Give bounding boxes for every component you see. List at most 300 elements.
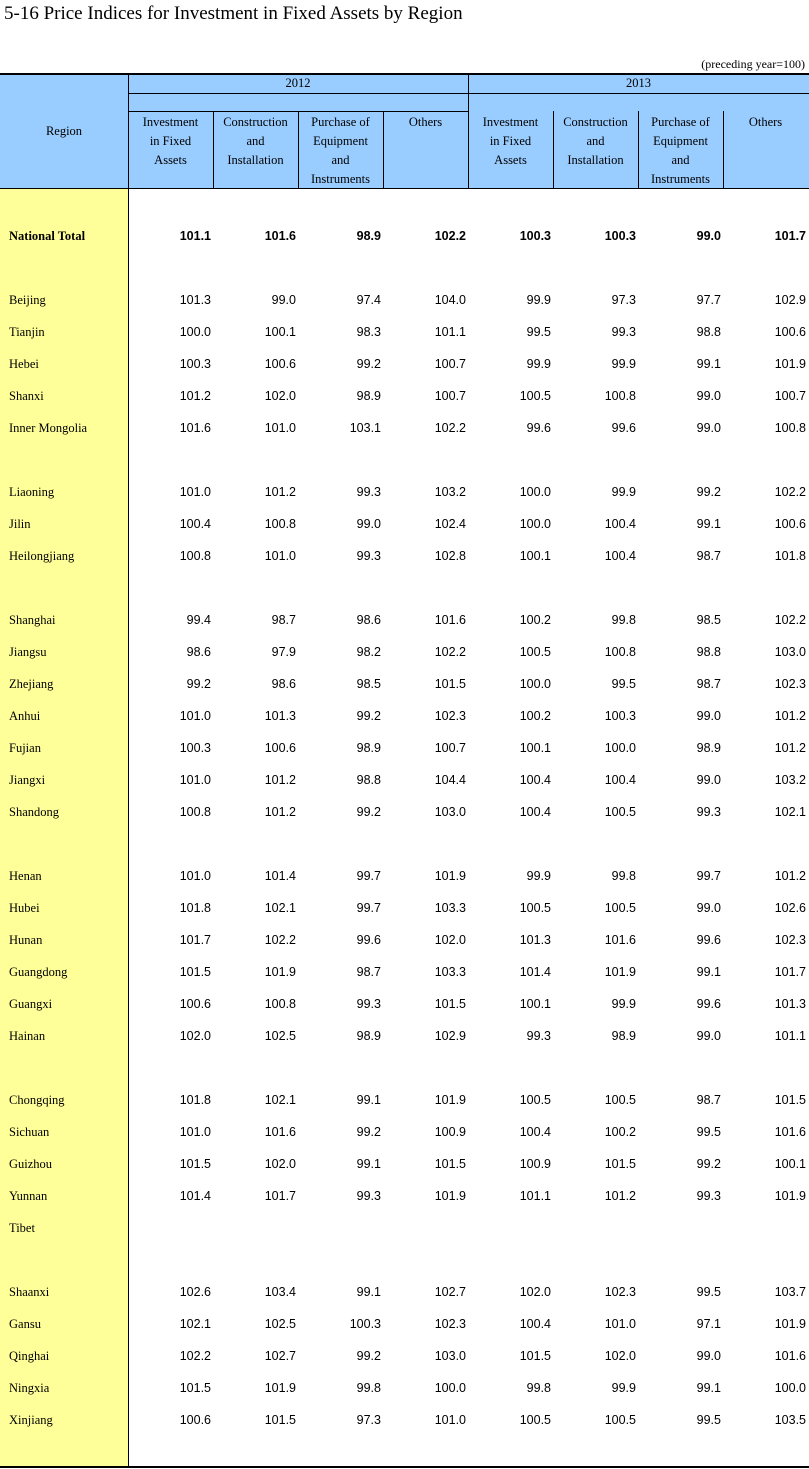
table-cell: 99.6 bbox=[611, 421, 636, 435]
region-name: Liaoning bbox=[9, 485, 55, 499]
table-cell: 99.5 bbox=[526, 325, 551, 339]
table-cell: 100.4 bbox=[519, 773, 551, 787]
table-cell: 101.4 bbox=[179, 1189, 211, 1203]
column-header bbox=[468, 113, 553, 170]
table-cell: 99.2 bbox=[696, 1157, 721, 1171]
table-cell: 100.1 bbox=[519, 997, 551, 1011]
table-cell: 100.1 bbox=[774, 1157, 806, 1171]
table-cell: 101.5 bbox=[604, 1157, 636, 1171]
table-row bbox=[0, 384, 809, 408]
table-cell: 100.6 bbox=[774, 325, 806, 339]
table-cell: 101.3 bbox=[519, 933, 551, 947]
table-cell: 102.3 bbox=[774, 677, 806, 691]
table-cell: 99.9 bbox=[611, 997, 636, 1011]
table-cell: 99.2 bbox=[356, 1349, 381, 1363]
table-cell: 98.9 bbox=[356, 229, 381, 243]
table-row bbox=[0, 1024, 809, 1048]
column-header-line: Installation bbox=[227, 153, 284, 167]
column-header-line: in Fixed bbox=[489, 134, 532, 148]
table-cell: 100.3 bbox=[604, 709, 636, 723]
column-header bbox=[213, 113, 298, 170]
table-cell: 103.0 bbox=[774, 645, 806, 659]
table-cell: 101.9 bbox=[264, 1381, 296, 1395]
region-name: Inner Mongolia bbox=[9, 421, 88, 435]
table-cell: 99.1 bbox=[696, 517, 721, 531]
table-cell: 102.7 bbox=[264, 1349, 296, 1363]
table-cell: 102.1 bbox=[264, 901, 296, 915]
table-cell: 99.9 bbox=[611, 1381, 636, 1395]
table-cell: 100.0 bbox=[604, 741, 636, 755]
table-cell: 99.0 bbox=[696, 773, 721, 787]
table-cell: 104.0 bbox=[434, 293, 466, 307]
column-header bbox=[638, 113, 723, 189]
region-name: Hunan bbox=[9, 933, 43, 947]
table-cell: 101.0 bbox=[264, 421, 296, 435]
table-cell: 100.3 bbox=[519, 229, 551, 243]
table-row bbox=[0, 928, 809, 952]
table-cell: 101.8 bbox=[774, 549, 806, 563]
table-cell: 101.1 bbox=[179, 229, 211, 243]
table-cell: 101.6 bbox=[604, 933, 636, 947]
table-cell: 99.9 bbox=[611, 485, 636, 499]
table-cell: 100.4 bbox=[604, 549, 636, 563]
table-cell: 99.1 bbox=[356, 1157, 381, 1171]
table-cell: 101.0 bbox=[179, 773, 211, 787]
table-cell bbox=[131, 1216, 211, 1240]
table-row bbox=[0, 1216, 809, 1240]
table-cell: 98.7 bbox=[696, 549, 721, 563]
region-name: Beijing bbox=[9, 293, 46, 307]
region-name: Hainan bbox=[9, 1029, 46, 1043]
table-cell: 98.9 bbox=[696, 741, 721, 755]
table-cell: 102.2 bbox=[434, 421, 466, 435]
table-cell: 101.7 bbox=[179, 933, 211, 947]
table-cell: 99.6 bbox=[696, 933, 721, 947]
table-cell: 103.4 bbox=[264, 1285, 296, 1299]
table-cell: 100.5 bbox=[519, 1093, 551, 1107]
table-cell: 102.5 bbox=[264, 1029, 296, 1043]
region-name: Shanghai bbox=[9, 613, 56, 627]
year-header-2012: 2012 bbox=[285, 76, 311, 90]
table-row bbox=[0, 608, 809, 632]
table-cell: 97.3 bbox=[356, 1413, 381, 1427]
table-cell: 102.3 bbox=[604, 1285, 636, 1299]
table-cell: 101.2 bbox=[264, 773, 296, 787]
table-cell: 104.4 bbox=[434, 773, 466, 787]
table-cell: 100.4 bbox=[519, 805, 551, 819]
table-cell: 103.0 bbox=[434, 1349, 466, 1363]
table-cell: 102.0 bbox=[179, 1029, 211, 1043]
table-cell: 100.7 bbox=[434, 357, 466, 371]
region-name: Guangxi bbox=[9, 997, 53, 1011]
table-cell: 102.2 bbox=[434, 645, 466, 659]
table-cell: 102.6 bbox=[774, 901, 806, 915]
table-row bbox=[0, 672, 809, 696]
table-cell: 100.6 bbox=[179, 997, 211, 1011]
table-cell: 100.4 bbox=[179, 517, 211, 531]
table-cell: 100.2 bbox=[519, 613, 551, 627]
table-cell: 100.5 bbox=[519, 645, 551, 659]
table-cell: 100.2 bbox=[604, 1125, 636, 1139]
table-cell: 103.0 bbox=[434, 805, 466, 819]
column-header-line: Instruments bbox=[650, 172, 711, 186]
table-cell bbox=[216, 1216, 296, 1240]
column-header bbox=[128, 113, 213, 170]
column-header-line: Construction bbox=[223, 115, 288, 129]
table-cell: 99.9 bbox=[611, 357, 636, 371]
table-cell: 101.4 bbox=[519, 965, 551, 979]
region-name: Hebei bbox=[9, 357, 39, 371]
table-row bbox=[0, 736, 809, 760]
table-cell: 100.2 bbox=[519, 709, 551, 723]
table-cell: 99.1 bbox=[696, 965, 721, 979]
table-cell: 101.9 bbox=[774, 1189, 806, 1203]
table-row bbox=[0, 896, 809, 920]
table-cell: 98.7 bbox=[271, 613, 296, 627]
table-cell: 101.7 bbox=[774, 965, 806, 979]
table-cell: 100.5 bbox=[519, 389, 551, 403]
table-cell bbox=[386, 1216, 466, 1240]
column-header-line: and bbox=[586, 134, 605, 148]
region-name: Gansu bbox=[9, 1317, 41, 1331]
table-cell bbox=[471, 1216, 551, 1240]
table-cell: 101.8 bbox=[179, 901, 211, 915]
table-cell: 100.3 bbox=[349, 1317, 381, 1331]
table-cell: 99.5 bbox=[611, 677, 636, 691]
table-row bbox=[0, 1120, 809, 1144]
table-cell: 101.6 bbox=[179, 421, 211, 435]
table-cell: 99.2 bbox=[356, 805, 381, 819]
table-cell: 103.2 bbox=[774, 773, 806, 787]
table-cell: 101.2 bbox=[774, 709, 806, 723]
table-row bbox=[0, 224, 809, 248]
table-cell: 101.9 bbox=[434, 1093, 466, 1107]
region-column-background bbox=[0, 189, 128, 1467]
table-cell: 100.1 bbox=[264, 325, 296, 339]
table-cell: 102.6 bbox=[179, 1285, 211, 1299]
table-cell: 101.2 bbox=[604, 1189, 636, 1203]
table-cell: 102.2 bbox=[774, 485, 806, 499]
table-cell: 99.3 bbox=[526, 1029, 551, 1043]
table-cell: 98.2 bbox=[356, 645, 381, 659]
table-cell: 99.5 bbox=[696, 1125, 721, 1139]
table-cell: 102.3 bbox=[434, 1317, 466, 1331]
table-cell: 99.2 bbox=[356, 357, 381, 371]
table-cell: 98.6 bbox=[271, 677, 296, 691]
table-cell: 98.5 bbox=[356, 677, 381, 691]
table-cell: 100.7 bbox=[774, 389, 806, 403]
column-header-line: Construction bbox=[563, 115, 628, 129]
table-cell: 101.5 bbox=[434, 1157, 466, 1171]
region-name: Qinghai bbox=[9, 1349, 50, 1363]
table-cell: 101.7 bbox=[264, 1189, 296, 1203]
table-cell: 101.6 bbox=[434, 613, 466, 627]
region-name: Jiangsu bbox=[9, 645, 47, 659]
table-cell: 99.2 bbox=[356, 709, 381, 723]
table-row bbox=[0, 1376, 809, 1400]
column-header-line: Purchase of bbox=[311, 115, 370, 129]
table-cell: 99.7 bbox=[356, 901, 381, 915]
table-cell: 97.3 bbox=[611, 293, 636, 307]
column-header-line: Instruments bbox=[310, 172, 371, 186]
table-cell: 100.4 bbox=[519, 1317, 551, 1331]
table-cell: 102.4 bbox=[434, 517, 466, 531]
table-row bbox=[0, 1088, 809, 1112]
table-cell: 99.2 bbox=[186, 677, 211, 691]
table-cell: 98.7 bbox=[356, 965, 381, 979]
table-cell: 101.9 bbox=[264, 965, 296, 979]
table-cell: 100.4 bbox=[519, 1125, 551, 1139]
column-header-line: and bbox=[331, 153, 350, 167]
table-cell: 100.9 bbox=[519, 1157, 551, 1171]
table-cell: 100.3 bbox=[179, 741, 211, 755]
table-cell: 101.5 bbox=[179, 965, 211, 979]
table-cell: 99.0 bbox=[696, 389, 721, 403]
table-cell: 103.3 bbox=[434, 901, 466, 915]
table-cell: 101.9 bbox=[604, 965, 636, 979]
column-header-line: Investment bbox=[482, 115, 539, 129]
table-cell: 100.6 bbox=[774, 517, 806, 531]
table-cell: 101.9 bbox=[434, 869, 466, 883]
region-name: Guizhou bbox=[9, 1157, 53, 1171]
table-cell: 99.0 bbox=[696, 709, 721, 723]
table-cell: 99.6 bbox=[356, 933, 381, 947]
table-cell: 102.2 bbox=[434, 229, 466, 243]
table-cell: 100.6 bbox=[179, 1413, 211, 1427]
table-cell: 101.5 bbox=[434, 997, 466, 1011]
column-header bbox=[383, 113, 468, 132]
table-cell: 100.3 bbox=[604, 229, 636, 243]
table-row bbox=[0, 992, 809, 1016]
table-row bbox=[0, 1184, 809, 1208]
table-row bbox=[0, 544, 809, 568]
table-cell: 102.2 bbox=[264, 933, 296, 947]
table-cell: 102.0 bbox=[434, 933, 466, 947]
table-cell: 97.4 bbox=[356, 293, 381, 307]
table-cell: 101.5 bbox=[774, 1093, 806, 1107]
table-cell: 99.0 bbox=[271, 293, 296, 307]
table-cell: 103.3 bbox=[434, 965, 466, 979]
region-name: Henan bbox=[9, 869, 42, 883]
table-cell: 99.8 bbox=[356, 1381, 381, 1395]
column-header-line: and bbox=[246, 134, 265, 148]
table-cell: 101.2 bbox=[774, 869, 806, 883]
table-cell: 101.7 bbox=[774, 229, 806, 243]
region-name: Yunnan bbox=[9, 1189, 48, 1203]
table-cell: 102.7 bbox=[434, 1285, 466, 1299]
table-row bbox=[0, 1152, 809, 1176]
table-cell: 102.3 bbox=[434, 709, 466, 723]
table-cell: 98.9 bbox=[356, 1029, 381, 1043]
table-cell: 99.9 bbox=[526, 293, 551, 307]
table-cell: 102.9 bbox=[434, 1029, 466, 1043]
table-cell: 99.3 bbox=[356, 549, 381, 563]
table-cell: 99.3 bbox=[611, 325, 636, 339]
table-cell: 100.5 bbox=[604, 901, 636, 915]
table-cell: 102.8 bbox=[434, 549, 466, 563]
column-header-line: Purchase of bbox=[651, 115, 710, 129]
table-cell: 99.2 bbox=[356, 1125, 381, 1139]
table-cell: 103.7 bbox=[774, 1285, 806, 1299]
table-cell: 99.8 bbox=[611, 869, 636, 883]
table-bottom-border bbox=[0, 1466, 809, 1468]
table-row bbox=[0, 768, 809, 792]
table-cell: 101.9 bbox=[774, 357, 806, 371]
table-cell: 102.1 bbox=[774, 805, 806, 819]
table-cell: 100.8 bbox=[604, 389, 636, 403]
table-cell: 99.5 bbox=[696, 1413, 721, 1427]
table-cell: 99.1 bbox=[356, 1093, 381, 1107]
table-cell: 101.6 bbox=[264, 229, 296, 243]
table-cell: 101.8 bbox=[179, 1093, 211, 1107]
table-cell: 99.0 bbox=[356, 517, 381, 531]
table-cell: 98.8 bbox=[356, 773, 381, 787]
table-row bbox=[0, 1408, 809, 1432]
year-underline-2013 bbox=[468, 93, 809, 94]
region-name: Chongqing bbox=[9, 1093, 65, 1107]
table-cell: 99.0 bbox=[696, 421, 721, 435]
table-cell: 98.8 bbox=[696, 645, 721, 659]
column-header-line: Others bbox=[748, 115, 783, 129]
table-cell: 100.0 bbox=[519, 677, 551, 691]
table-cell: 100.7 bbox=[434, 389, 466, 403]
region-name: Jilin bbox=[9, 517, 31, 531]
table-cell: 99.0 bbox=[696, 901, 721, 915]
table-cell: 101.0 bbox=[264, 549, 296, 563]
table-cell: 100.8 bbox=[604, 645, 636, 659]
table-row bbox=[0, 864, 809, 888]
table-cell: 99.0 bbox=[696, 1029, 721, 1043]
region-name: Zhejiang bbox=[9, 677, 54, 691]
table-cell: 102.1 bbox=[264, 1093, 296, 1107]
table-cell: 101.3 bbox=[774, 997, 806, 1011]
table-cell: 101.2 bbox=[264, 485, 296, 499]
region-name: Shaanxi bbox=[9, 1285, 50, 1299]
region-name: Anhui bbox=[9, 709, 41, 723]
table-cell: 101.5 bbox=[519, 1349, 551, 1363]
column-header-line: and bbox=[671, 153, 690, 167]
table-cell: 100.9 bbox=[434, 1125, 466, 1139]
table-cell: 100.4 bbox=[604, 773, 636, 787]
table-cell: 98.9 bbox=[356, 389, 381, 403]
table-cell: 101.1 bbox=[774, 1029, 806, 1043]
table-title: 5-16 Price Indices for Investment in Fixed Assets by Region bbox=[4, 3, 463, 24]
table-cell: 101.9 bbox=[774, 1317, 806, 1331]
region-name: National Total bbox=[9, 229, 86, 243]
year-header-2013: 2013 bbox=[626, 76, 651, 90]
table-cell: 102.3 bbox=[774, 933, 806, 947]
table-cell: 101.2 bbox=[179, 389, 211, 403]
table-cell: 101.5 bbox=[434, 677, 466, 691]
year-underline-2012 bbox=[128, 93, 468, 94]
table-cell: 100.5 bbox=[519, 1413, 551, 1427]
column-header-line: Assets bbox=[494, 153, 527, 167]
table-cell: 99.8 bbox=[526, 1381, 551, 1395]
table-cell: 102.0 bbox=[519, 1285, 551, 1299]
table-cell: 101.3 bbox=[179, 293, 211, 307]
table-cell: 101.0 bbox=[179, 1125, 211, 1139]
table-cell: 101.0 bbox=[179, 869, 211, 883]
table-row bbox=[0, 480, 809, 504]
table-cell: 101.5 bbox=[179, 1381, 211, 1395]
table-cell: 99.0 bbox=[696, 1349, 721, 1363]
table-cell: 98.3 bbox=[356, 325, 381, 339]
table-cell: 97.9 bbox=[271, 645, 296, 659]
table-row bbox=[0, 1312, 809, 1336]
region-name: Xinjiang bbox=[9, 1413, 53, 1427]
column-header-line: Equipment bbox=[313, 134, 368, 148]
column-header-line: Others bbox=[408, 115, 443, 129]
table-cell: 100.0 bbox=[774, 1381, 806, 1395]
table-cell: 99.5 bbox=[696, 1285, 721, 1299]
table-cell: 99.2 bbox=[696, 485, 721, 499]
region-name: Fujian bbox=[9, 741, 41, 755]
table-cell: 100.6 bbox=[264, 741, 296, 755]
table-cell: 99.9 bbox=[526, 357, 551, 371]
table-cell: 99.3 bbox=[356, 485, 381, 499]
table-cell: 102.0 bbox=[264, 389, 296, 403]
table-cell: 101.4 bbox=[264, 869, 296, 883]
table-cell: 101.0 bbox=[434, 1413, 466, 1427]
table-cell: 99.1 bbox=[696, 1381, 721, 1395]
table-cell: 99.3 bbox=[696, 1189, 721, 1203]
table-cell: 103.1 bbox=[349, 421, 381, 435]
table-cell: 101.0 bbox=[604, 1317, 636, 1331]
table-cell: 99.3 bbox=[356, 997, 381, 1011]
table-cell: 103.2 bbox=[434, 485, 466, 499]
column-header bbox=[298, 113, 383, 189]
table-cell: 102.0 bbox=[604, 1349, 636, 1363]
table-cell: 98.7 bbox=[696, 677, 721, 691]
table-cell: 101.6 bbox=[774, 1125, 806, 1139]
table-cell bbox=[726, 1216, 806, 1240]
table-cell: 99.6 bbox=[696, 997, 721, 1011]
table-cell: 100.8 bbox=[774, 421, 806, 435]
table-cell: 101.0 bbox=[179, 709, 211, 723]
table-cell: 97.7 bbox=[696, 293, 721, 307]
table-cell: 100.5 bbox=[519, 901, 551, 915]
unit-note: (preceding year=100) bbox=[701, 57, 805, 71]
table-cell: 100.8 bbox=[179, 549, 211, 563]
table-cell: 100.3 bbox=[179, 357, 211, 371]
table-cell: 100.0 bbox=[179, 325, 211, 339]
column-header-line: Equipment bbox=[653, 134, 708, 148]
table-cell: 100.5 bbox=[604, 1093, 636, 1107]
region-name: Ningxia bbox=[9, 1381, 50, 1395]
table-cell: 100.5 bbox=[604, 1413, 636, 1427]
table-cell: 99.0 bbox=[696, 229, 721, 243]
table-cell: 102.2 bbox=[179, 1349, 211, 1363]
column-header bbox=[723, 113, 808, 132]
table-cell: 101.1 bbox=[434, 325, 466, 339]
table-cell bbox=[301, 1216, 381, 1240]
table-cell: 101.3 bbox=[264, 709, 296, 723]
table-cell bbox=[641, 1216, 721, 1240]
table-cell: 98.9 bbox=[356, 741, 381, 755]
table-row bbox=[0, 512, 809, 536]
table-cell: 98.8 bbox=[696, 325, 721, 339]
table-cell: 99.3 bbox=[696, 805, 721, 819]
table-row bbox=[0, 960, 809, 984]
table-cell: 99.6 bbox=[526, 421, 551, 435]
table-row bbox=[0, 416, 809, 440]
table-cell: 100.0 bbox=[519, 485, 551, 499]
table-cell: 100.8 bbox=[264, 997, 296, 1011]
table-cell: 99.7 bbox=[696, 869, 721, 883]
table-cell: 100.7 bbox=[434, 741, 466, 755]
table-cell: 99.8 bbox=[611, 613, 636, 627]
table-cell: 100.0 bbox=[519, 517, 551, 531]
